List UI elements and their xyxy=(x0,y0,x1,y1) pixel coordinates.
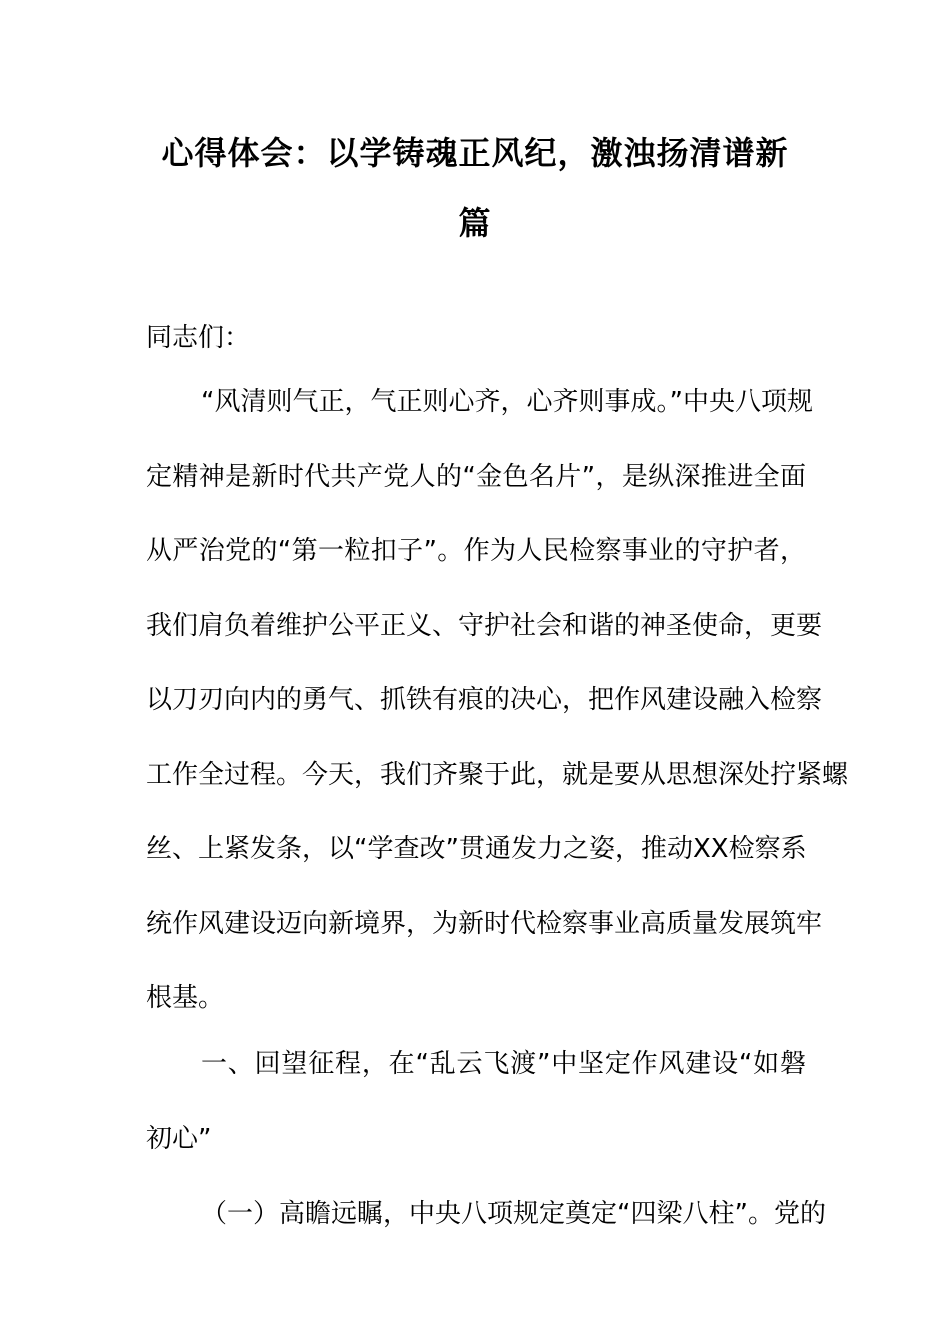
paragraph-line: 工作全过程。今天，我们齐聚于此，就是要从思想深处拧紧螺 xyxy=(146,760,849,790)
paragraph-line: 统作风建设迈向新境界，为新时代检察事业高质量发展筑牢 xyxy=(146,909,823,939)
paragraph-line: 丝、上紧发条，以“学查改”贯通发力之姿，推动XX检察系 xyxy=(146,834,807,864)
heading-line: 初心” xyxy=(146,1124,212,1154)
document-title-line-1: 心得体会：以学铸魂正风纪，激浊扬清谱新 xyxy=(161,134,789,172)
document-title-line-2: 篇 xyxy=(458,204,492,242)
heading-line: 一、回望征程，在“乱云飞渡”中坚定作风建设“如磐 xyxy=(201,1049,806,1079)
subsection-heading-1: （一）高瞻远瞩，中央八项规定奠定“四梁八柱”。党的 xyxy=(201,1199,826,1229)
paragraph-line: 根基。 xyxy=(146,983,225,1013)
paragraph-line: 以刀刃向内的勇气、抓铁有痕的决心，把作风建设融入检察 xyxy=(146,685,823,715)
paragraph-line: 我们肩负着维护公平正义、守护社会和谐的神圣使命，更要 xyxy=(146,611,823,641)
paragraph-line: 从严治党的“第一粒扣子”。作为人民检察事业的守护者， xyxy=(146,536,806,566)
paragraph-line: 定精神是新时代共产党人的“金色名片”，是纵深推进全面 xyxy=(146,462,806,492)
greeting: 同志们： xyxy=(146,323,251,353)
paragraph-line: “风清则气正，气正则心齐，心齐则事成。”中央八项规 xyxy=(201,387,813,417)
